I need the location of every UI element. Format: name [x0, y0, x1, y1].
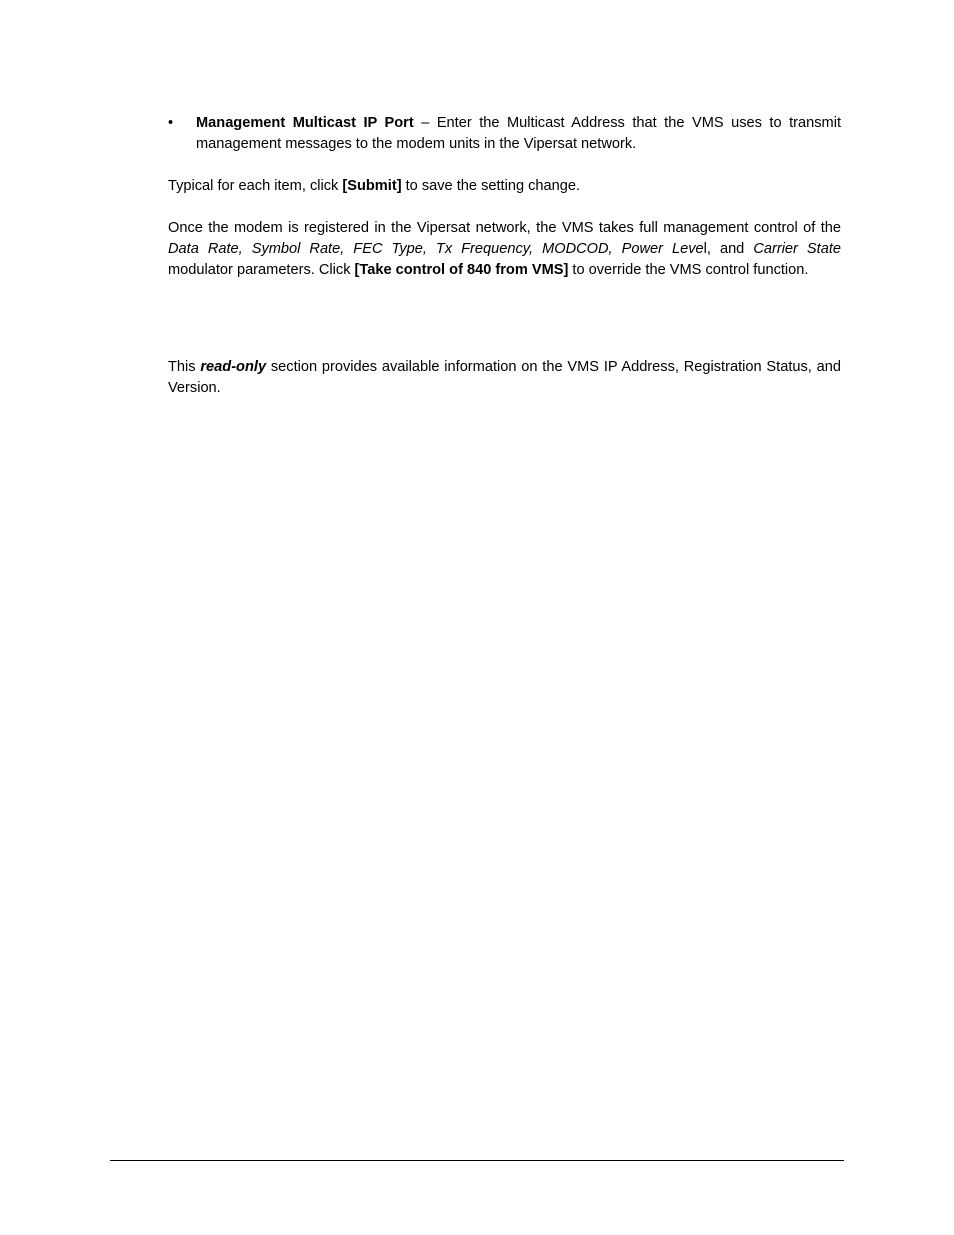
carrier-state-italic: Carrier State [753, 241, 841, 257]
readonly-text-2: section provides available information on the VMS IP Address, Registration Status, and Version. [168, 359, 841, 396]
bullet-icon: • [168, 115, 174, 131]
control-text-4: to override the VMS control function. [568, 262, 809, 278]
bullet-term: Management Multicast IP Port [196, 115, 414, 131]
take-control-button-reference: [Take control of 840 from VMS] [354, 262, 569, 278]
control-parameters-italic: Data Rate, Symbol Rate, FEC Type, Tx Frequency, MODCOD, Power Leve [168, 241, 704, 257]
bullet-text [196, 113, 841, 155]
control-text-2: l, and [703, 241, 754, 257]
submit-button-reference: [Submit] [342, 178, 402, 194]
paragraph-read-only [168, 357, 841, 399]
read-only-emphasis: read-only [200, 359, 267, 375]
control-text-1: Once the modem is registered in the Vipersat network, the VMS takes full management control of the [168, 220, 841, 236]
bullet-description: – Enter the Multicast Address that the VMS uses to transmit management messages to the modem units in the Vipersat network. [196, 115, 842, 152]
paragraph-submit [168, 176, 841, 197]
paragraph-management-control [168, 218, 841, 281]
paragraph-submit-text-1: Typical for each item, click [168, 178, 343, 194]
paragraph-submit-text-2: to save the setting change. [401, 178, 581, 194]
footer-divider [110, 1160, 844, 1161]
readonly-text-1: This [168, 359, 201, 375]
control-text-3: modulator parameters. Click [168, 262, 355, 278]
